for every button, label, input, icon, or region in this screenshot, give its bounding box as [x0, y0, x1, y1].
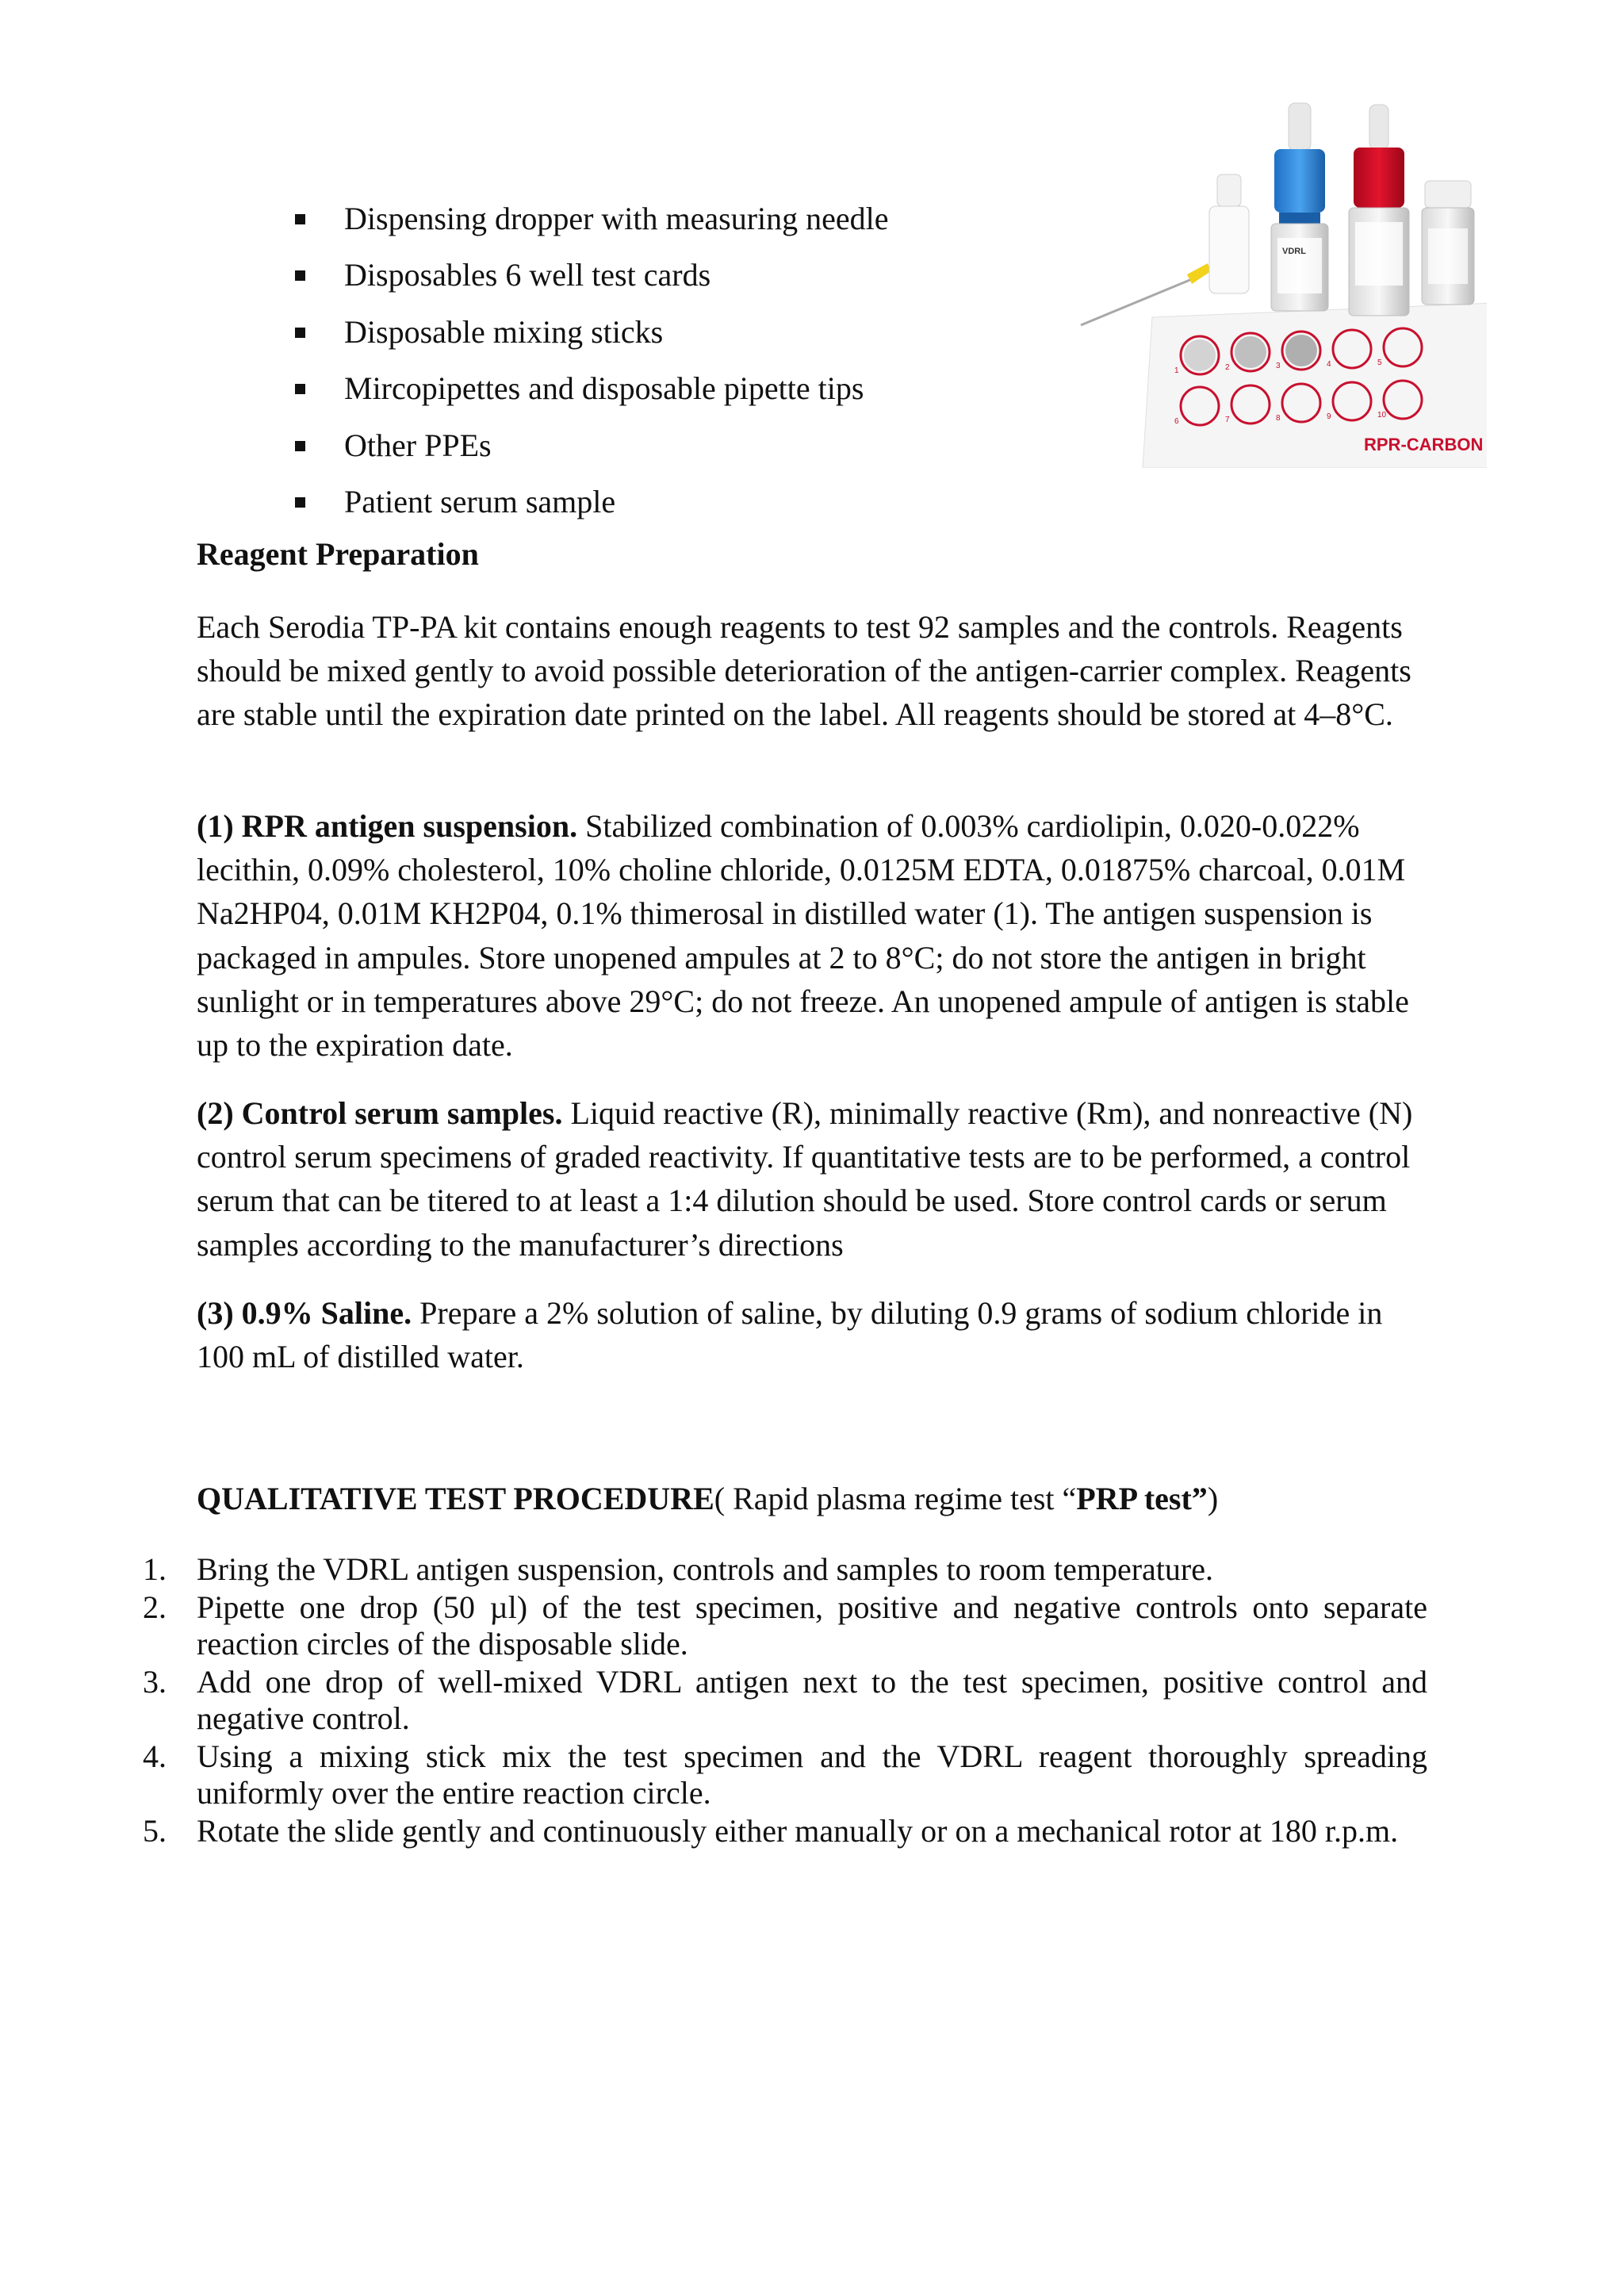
bullet-square-icon [295, 214, 305, 224]
list-item: Other PPEs [293, 417, 889, 473]
circle-number: 10 [1377, 411, 1387, 420]
card-label: RPR-CARBON [1364, 435, 1484, 454]
circle-number: 1 [1174, 366, 1179, 375]
reagent-jar [1422, 181, 1474, 305]
list-item: Mircopipettes and disposable pipette tips [293, 360, 889, 416]
paragraph-title: (1) RPR antigen suspension. [197, 808, 578, 844]
list-item: Dispensing dropper with measuring needle [293, 190, 889, 247]
list-item: 5. Rotate the slide gently and continuously either manually or on a mechanical rotor at 180 r.p.m. [143, 1813, 1399, 1849]
list-item: Patient serum sample [293, 473, 889, 530]
reagent-intro-paragraph: Each Serodia TP-PA kit contains enough reagents to test 92 samples and the controls. Reagents should be mixed gently to avoid possible deterioration of the antigen-carrier complex. Reagents are stable until the expiration date printed on the label. All reagents should be stored at 4–8°C. [197, 609, 1411, 733]
bullet-square-icon [295, 497, 305, 508]
saline-paragraph: (3) 0.9% Saline. Prepare a 2% solution of saline, by diluting 0.9 grams of sodium chloride in 100 mL of distilled water. [197, 1295, 1383, 1375]
dropper-bottle [1209, 174, 1249, 293]
circle-number: 8 [1276, 414, 1281, 423]
list-item: 4. Using a mixing stick mix the test specimen and the VDRL reagent thoroughly spreading uniformly over the entire reaction circle. [143, 1738, 1427, 1811]
bullet-square-icon [295, 441, 305, 451]
circle-number: 6 [1174, 417, 1179, 426]
control-serum-paragraph: (2) Control serum samples. Liquid reactive (R), minimally reactive (Rm), and nonreactive (N) control serum specimens of graded reactivity. If quantitative tests are to be performed, a control serum that can be titered to at least a 1:4 dilution should be used. Store control cards or serum samples according to the manufacturer’s directions [197, 1095, 1413, 1263]
bullet-square-icon [295, 384, 305, 394]
bottle-label: VDRL [1282, 247, 1306, 256]
red-cap-bottle [1349, 105, 1409, 316]
bullet-square-icon [295, 328, 305, 338]
circle-number: 7 [1225, 416, 1230, 424]
list-item: 1. Bring the VDRL antigen suspension, controls and samples to room temperature. [143, 1551, 1213, 1587]
list-item: Disposable mixing sticks [293, 304, 889, 360]
list-item: Disposables 6 well test cards [293, 247, 889, 303]
materials-list [293, 190, 889, 530]
paragraph-title: (3) 0.9% Saline. [197, 1295, 412, 1331]
procedure-steps [143, 1551, 1427, 1851]
bullet-square-icon [295, 270, 305, 281]
rpr-kit-photo [1074, 95, 1487, 468]
test-card [1143, 303, 1487, 468]
circle-number: 4 [1327, 360, 1331, 369]
paragraph-title: (2) Control serum samples. [197, 1095, 563, 1131]
circle-number: 9 [1327, 412, 1331, 421]
rpr-antigen-paragraph: (1) RPR antigen suspension. Stabilized combination of 0.003% cardiolipin, 0.020-0.022% lecithin, 0.09% cholesterol, 10% choline chloride, 0.0125M EDTA, 0.01875% charcoal, 0.01M Na2HP04, 0.01M KH2P04, 0.1% thimerosal in distilled water (1). The antigen suspension is packaged in ampules. Store unopened ampules at 2 to 8°C; do not store the antigen in bright sunlight or in temperatures above 29°C; do not freeze. An unopened ampule of antigen is stable up to the expiration date. [197, 808, 1409, 1064]
list-item: 2. Pipette one drop (50 µl) of the test specimen, positive and negative controls onto separate reaction circles of the disposable slide. [143, 1589, 1427, 1662]
circle-number: 5 [1377, 358, 1382, 367]
qualitative-procedure-heading: QUALITATIVE TEST PROCEDURE( Rapid plasma regime test “PRP test”) [197, 1481, 1219, 1516]
reagent-preparation-heading: Reagent Preparation [197, 536, 479, 572]
list-item: 3. Add one drop of well-mixed VDRL antigen next to the test specimen, positive control and negative control. [143, 1664, 1427, 1736]
blue-cap-bottle [1271, 103, 1328, 311]
circle-number: 2 [1225, 363, 1230, 372]
circle-number: 3 [1276, 362, 1281, 370]
